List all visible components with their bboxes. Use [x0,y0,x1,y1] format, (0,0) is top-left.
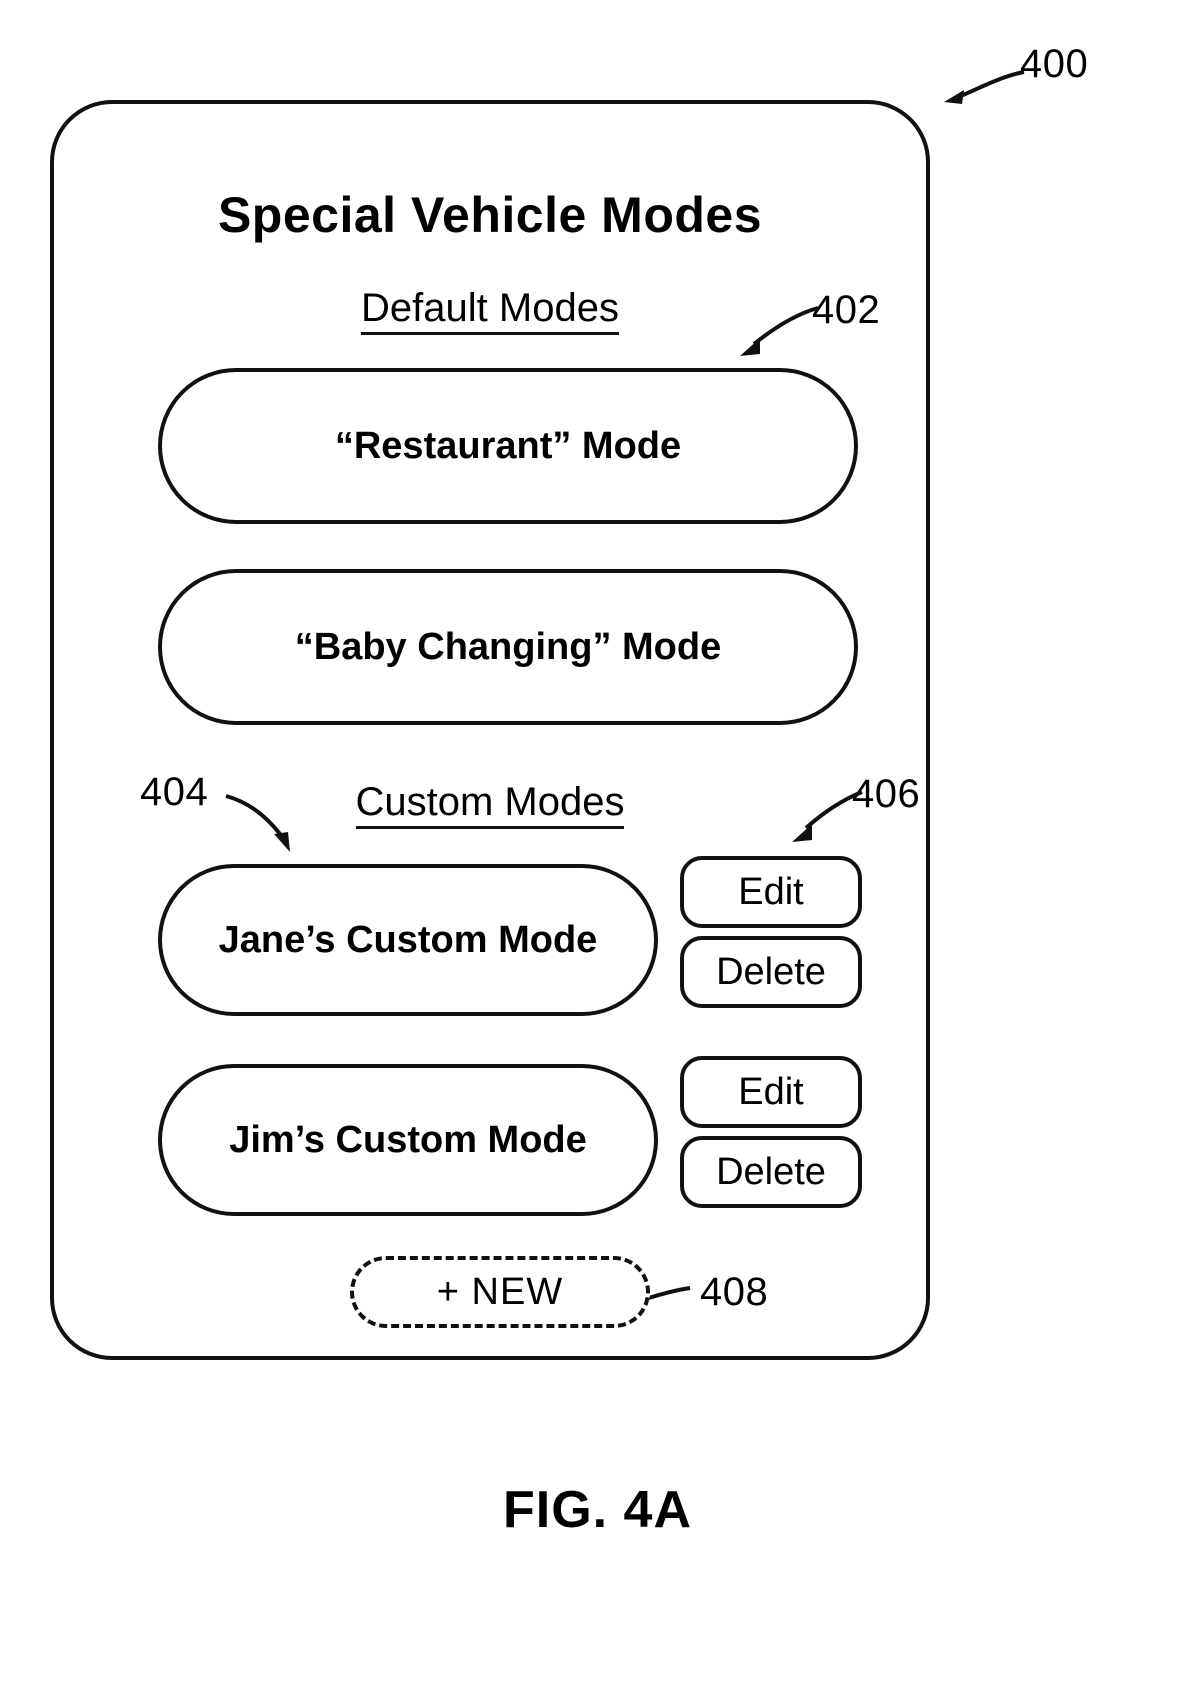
section-heading-default-modes-label: Default Modes [361,286,619,335]
add-new-mode-button[interactable]: + NEW [350,1256,650,1328]
leader-line-400 [940,58,1030,118]
mode-button-jim-custom[interactable]: Jim’s Custom Mode [158,1064,658,1216]
reference-numeral-400: 400 [1020,42,1089,86]
edit-button-jim[interactable]: Edit [680,1056,862,1128]
reference-numeral-402: 402 [812,288,881,332]
figure-caption: FIG. 4A [502,1481,693,1539]
reference-numeral-404: 404 [140,770,209,814]
section-heading-custom-modes [54,780,926,825]
section-heading-default-modes [54,286,926,331]
delete-button-jane[interactable]: Delete [680,936,862,1008]
mode-button-restaurant[interactable]: “Restaurant” Mode [158,368,858,524]
mode-button-baby-changing[interactable]: “Baby Changing” Mode [158,569,858,725]
vehicle-display-device [50,100,930,1360]
reference-numeral-408: 408 [700,1270,769,1314]
mode-button-jane-custom[interactable]: Jane’s Custom Mode [158,864,658,1016]
section-heading-custom-modes-label: Custom Modes [356,780,625,829]
page-title: Special Vehicle Modes [217,187,763,243]
delete-button-jim[interactable]: Delete [680,1136,862,1208]
edit-button-jane[interactable]: Edit [680,856,862,928]
reference-numeral-406: 406 [852,772,921,816]
